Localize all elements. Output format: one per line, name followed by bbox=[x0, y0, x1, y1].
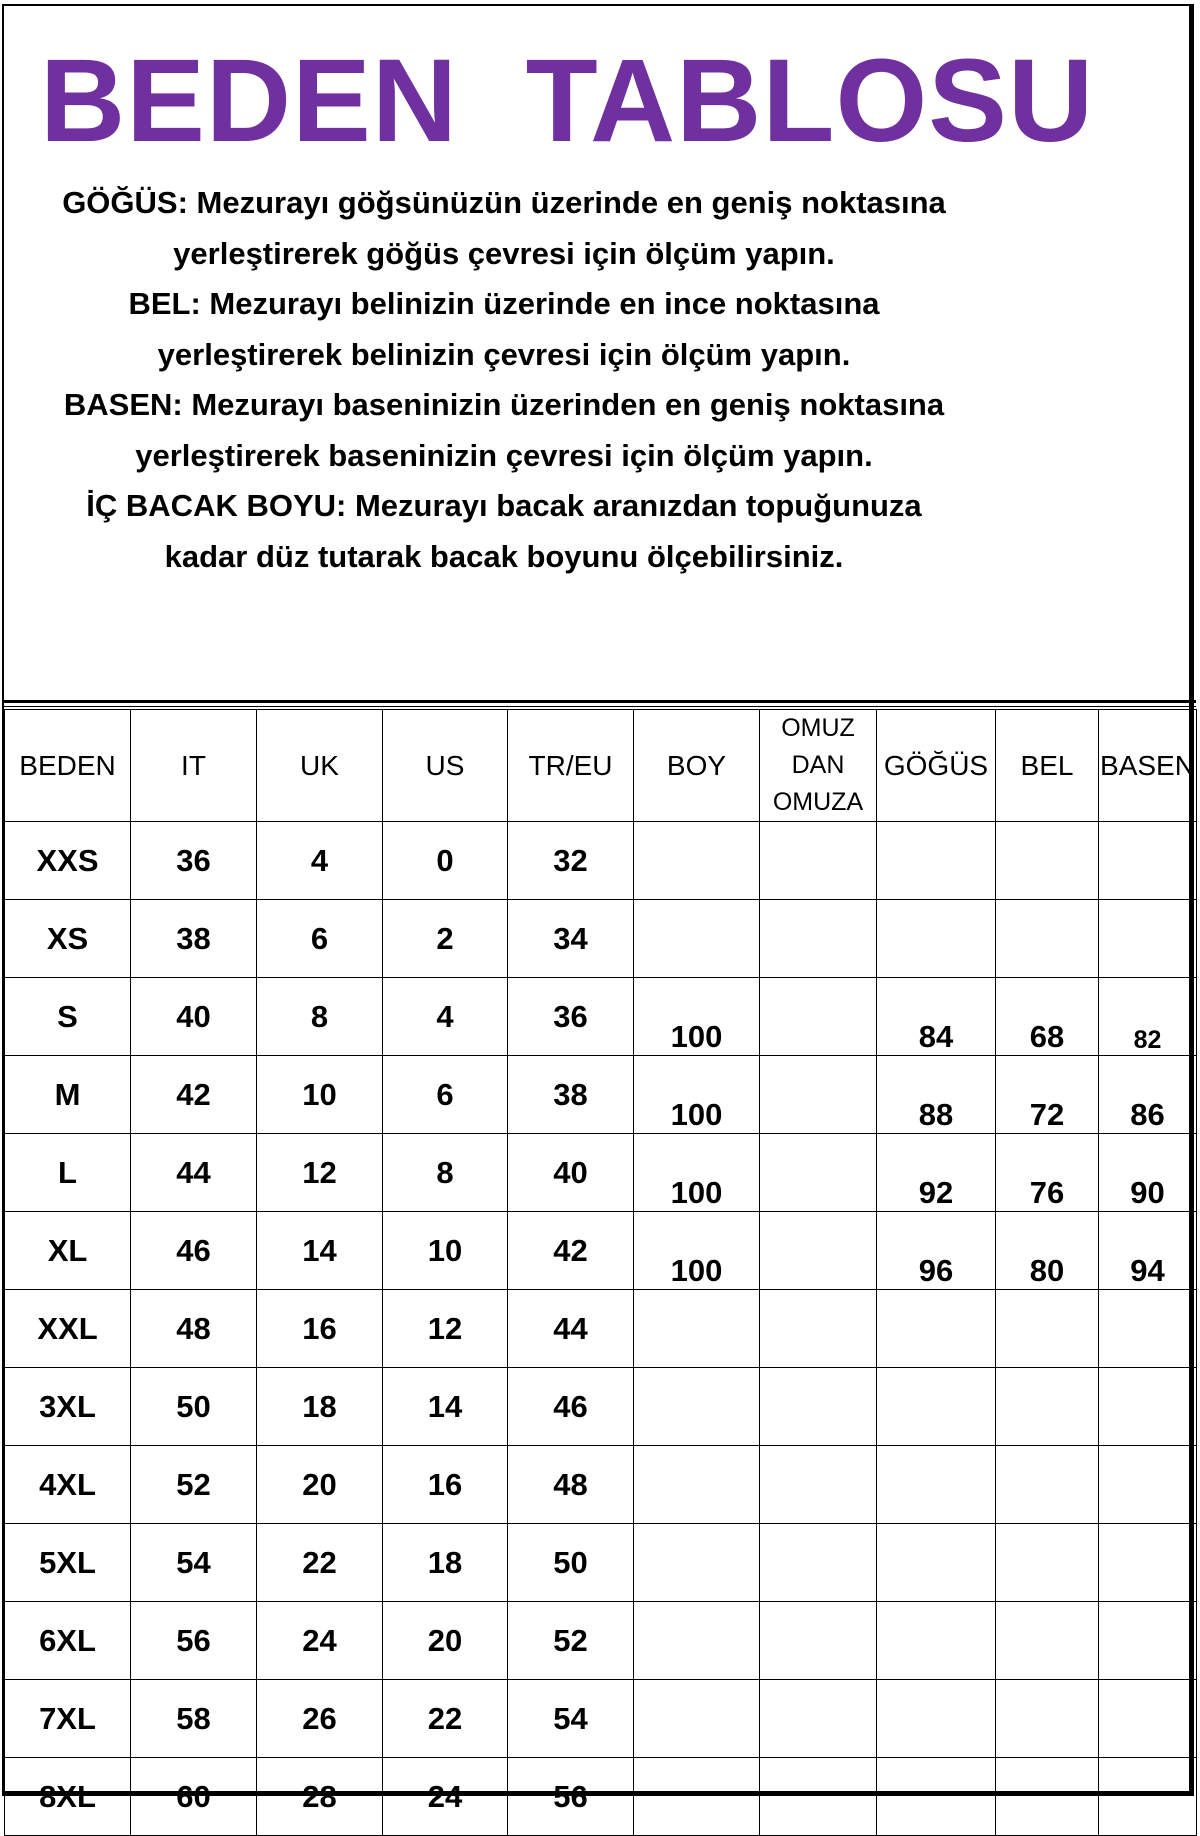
header-basen: BASEN bbox=[1099, 710, 1197, 822]
cell-basen bbox=[1099, 1290, 1197, 1368]
header-beden: BEDEN bbox=[5, 710, 131, 822]
cell-us: 16 bbox=[383, 1446, 508, 1524]
cell-tr-eu: 46 bbox=[508, 1368, 634, 1446]
cell-bel bbox=[996, 822, 1099, 900]
cell-beden: 4XL bbox=[5, 1446, 131, 1524]
cell-beden: 6XL bbox=[5, 1602, 131, 1680]
cell-tr-eu: 54 bbox=[508, 1680, 634, 1758]
cell-basen bbox=[1099, 1368, 1197, 1446]
cell-bel: 76 bbox=[996, 1134, 1099, 1212]
cell-us: 0 bbox=[383, 822, 508, 900]
table-row bbox=[5, 1368, 1197, 1446]
instruction-line: BASEN: Mezurayı baseninizin üzerinden en geniş noktasına bbox=[63, 387, 945, 422]
cell-omuz-dan-omuza bbox=[760, 1602, 877, 1680]
header-bel: BEL bbox=[996, 710, 1099, 822]
cell-basen bbox=[1099, 822, 1197, 900]
cell-boy bbox=[634, 1602, 760, 1680]
header-omuz-line: OMUZA bbox=[772, 788, 864, 816]
table-row bbox=[5, 1290, 1197, 1368]
header-gogus: GÖĞÜS bbox=[877, 710, 996, 822]
cell-beden: 3XL bbox=[5, 1368, 131, 1446]
cell-boy: 100 bbox=[634, 1134, 760, 1212]
header-omuz-dan-omuza bbox=[760, 710, 877, 822]
header-boy: BOY bbox=[634, 710, 760, 822]
cell-us: 6 bbox=[383, 1056, 508, 1134]
cell-omuz-dan-omuza bbox=[760, 1758, 877, 1836]
cell-omuz-dan-omuza bbox=[760, 1134, 877, 1212]
header-tr-eu: TR/EU bbox=[508, 710, 634, 822]
cell-tr-eu: 34 bbox=[508, 900, 634, 978]
page-title: BEDEN TABLOSU bbox=[40, 35, 1095, 167]
instruction-line: yerleştirerek belinizin çevresi için ölçüm yapın. bbox=[157, 336, 851, 372]
cell-us: 22 bbox=[383, 1680, 508, 1758]
cell-beden: 8XL bbox=[5, 1758, 131, 1836]
cell-it: 58 bbox=[131, 1680, 257, 1758]
cell-boy bbox=[634, 900, 760, 978]
cell-uk: 4 bbox=[257, 822, 383, 900]
cell-it: 60 bbox=[131, 1758, 257, 1836]
divider bbox=[4, 700, 1196, 703]
cell-bel bbox=[996, 1446, 1099, 1524]
cell-tr-eu: 50 bbox=[508, 1524, 634, 1602]
cell-boy bbox=[634, 822, 760, 900]
cell-boy bbox=[634, 1368, 760, 1446]
cell-omuz-dan-omuza bbox=[760, 1680, 877, 1758]
cell-gogus bbox=[877, 1602, 996, 1680]
cell-us: 4 bbox=[383, 978, 508, 1056]
cell-gogus bbox=[877, 1368, 996, 1446]
cell-us: 10 bbox=[383, 1212, 508, 1290]
cell-it: 46 bbox=[131, 1212, 257, 1290]
table-row bbox=[5, 1524, 1197, 1602]
cell-omuz-dan-omuza bbox=[760, 1290, 877, 1368]
table-row bbox=[5, 1602, 1197, 1680]
cell-beden: XL bbox=[5, 1212, 131, 1290]
cell-uk: 14 bbox=[257, 1212, 383, 1290]
table-header-row bbox=[5, 710, 1197, 822]
cell-omuz-dan-omuza bbox=[760, 900, 877, 978]
instruction-line: yerleştirerek göğüs çevresi için ölçüm yapın. bbox=[173, 235, 835, 271]
cell-omuz-dan-omuza bbox=[760, 1446, 877, 1524]
cell-tr-eu: 44 bbox=[508, 1290, 634, 1368]
table-row bbox=[5, 1056, 1197, 1134]
cell-omuz-dan-omuza bbox=[760, 822, 877, 900]
cell-gogus: 84 bbox=[877, 978, 996, 1056]
instruction-line: BEL: Mezurayı belinizin üzerinde en ince noktasına bbox=[128, 286, 880, 321]
cell-uk: 12 bbox=[257, 1134, 383, 1212]
table-row bbox=[5, 1680, 1197, 1758]
table-row bbox=[5, 1758, 1197, 1836]
cell-it: 40 bbox=[131, 978, 257, 1056]
cell-beden: S bbox=[5, 978, 131, 1056]
cell-beden: XXS bbox=[5, 822, 131, 900]
cell-gogus: 88 bbox=[877, 1056, 996, 1134]
cell-basen: 86 bbox=[1099, 1056, 1197, 1134]
cell-uk: 24 bbox=[257, 1602, 383, 1680]
cell-bel: 72 bbox=[996, 1056, 1099, 1134]
cell-us: 24 bbox=[383, 1758, 508, 1836]
cell-us: 12 bbox=[383, 1290, 508, 1368]
cell-basen: 94 bbox=[1099, 1212, 1197, 1290]
cell-basen bbox=[1099, 1602, 1197, 1680]
cell-uk: 20 bbox=[257, 1446, 383, 1524]
cell-boy bbox=[634, 1446, 760, 1524]
table-row bbox=[5, 978, 1197, 1056]
cell-boy: 100 bbox=[634, 1212, 760, 1290]
cell-us: 8 bbox=[383, 1134, 508, 1212]
cell-us: 14 bbox=[383, 1368, 508, 1446]
cell-beden: M bbox=[5, 1056, 131, 1134]
header-us: US bbox=[383, 710, 508, 822]
header-it: IT bbox=[131, 710, 257, 822]
header-uk: UK bbox=[257, 710, 383, 822]
cell-gogus bbox=[877, 1758, 996, 1836]
cell-omuz-dan-omuza bbox=[760, 1212, 877, 1290]
cell-boy: 100 bbox=[634, 1056, 760, 1134]
cell-it: 56 bbox=[131, 1602, 257, 1680]
size-table bbox=[4, 709, 1197, 1836]
cell-gogus bbox=[877, 1446, 996, 1524]
cell-uk: 10 bbox=[257, 1056, 383, 1134]
cell-gogus: 92 bbox=[877, 1134, 996, 1212]
instruction-line: GÖĞÜS: Mezurayı göğsünüzün üzerinde en geniş noktasına bbox=[62, 185, 946, 220]
cell-bel bbox=[996, 900, 1099, 978]
cell-boy bbox=[634, 1680, 760, 1758]
table-row bbox=[5, 1212, 1197, 1290]
cell-beden: L bbox=[5, 1134, 131, 1212]
cell-tr-eu: 48 bbox=[508, 1446, 634, 1524]
cell-us: 2 bbox=[383, 900, 508, 978]
cell-it: 38 bbox=[131, 900, 257, 978]
instruction-line: kadar düz tutarak bacak boyunu ölçebilirsiniz. bbox=[164, 538, 844, 574]
cell-uk: 8 bbox=[257, 978, 383, 1056]
header-omuz-line: OMUZ bbox=[781, 714, 855, 742]
cell-tr-eu: 32 bbox=[508, 822, 634, 900]
instruction-line: İÇ BACAK BOYU: Mezurayı bacak aranızdan topuğunuza bbox=[86, 488, 922, 523]
cell-gogus bbox=[877, 822, 996, 900]
cell-boy bbox=[634, 1290, 760, 1368]
cell-basen bbox=[1099, 1680, 1197, 1758]
cell-uk: 16 bbox=[257, 1290, 383, 1368]
cell-bel bbox=[996, 1368, 1099, 1446]
cell-bel bbox=[996, 1524, 1099, 1602]
cell-uk: 6 bbox=[257, 900, 383, 978]
table-row bbox=[5, 1446, 1197, 1524]
header-omuz-line: DAN bbox=[791, 751, 845, 779]
cell-bel bbox=[996, 1758, 1099, 1836]
cell-it: 36 bbox=[131, 822, 257, 900]
cell-us: 18 bbox=[383, 1524, 508, 1602]
cell-beden: XS bbox=[5, 900, 131, 978]
cell-basen bbox=[1099, 1524, 1197, 1602]
table-body bbox=[5, 822, 1197, 1836]
cell-it: 50 bbox=[131, 1368, 257, 1446]
cell-basen: 82 bbox=[1099, 978, 1197, 1056]
cell-boy bbox=[634, 1758, 760, 1836]
divider bbox=[4, 706, 1196, 707]
cell-gogus: 96 bbox=[877, 1212, 996, 1290]
cell-bel: 80 bbox=[996, 1212, 1099, 1290]
table-row bbox=[5, 900, 1197, 978]
cell-basen bbox=[1099, 900, 1197, 978]
measurement-instructions bbox=[4, 178, 1004, 582]
cell-basen bbox=[1099, 1758, 1197, 1836]
cell-uk: 26 bbox=[257, 1680, 383, 1758]
size-chart-frame bbox=[2, 4, 1195, 1814]
cell-uk: 18 bbox=[257, 1368, 383, 1446]
cell-omuz-dan-omuza bbox=[760, 1524, 877, 1602]
table-row bbox=[5, 1134, 1197, 1212]
cell-it: 42 bbox=[131, 1056, 257, 1134]
cell-tr-eu: 56 bbox=[508, 1758, 634, 1836]
cell-basen bbox=[1099, 1446, 1197, 1524]
cell-uk: 22 bbox=[257, 1524, 383, 1602]
cell-omuz-dan-omuza bbox=[760, 1368, 877, 1446]
cell-beden: 7XL bbox=[5, 1680, 131, 1758]
table-row bbox=[5, 822, 1197, 900]
cell-it: 54 bbox=[131, 1524, 257, 1602]
cell-bel bbox=[996, 1680, 1099, 1758]
cell-tr-eu: 40 bbox=[508, 1134, 634, 1212]
cell-basen: 90 bbox=[1099, 1134, 1197, 1212]
cell-gogus bbox=[877, 1524, 996, 1602]
cell-gogus bbox=[877, 1290, 996, 1368]
cell-gogus bbox=[877, 900, 996, 978]
cell-tr-eu: 36 bbox=[508, 978, 634, 1056]
cell-it: 44 bbox=[131, 1134, 257, 1212]
cell-omuz-dan-omuza bbox=[760, 1056, 877, 1134]
cell-bel bbox=[996, 1602, 1099, 1680]
cell-boy: 100 bbox=[634, 978, 760, 1056]
cell-tr-eu: 38 bbox=[508, 1056, 634, 1134]
cell-bel: 68 bbox=[996, 978, 1099, 1056]
cell-us: 20 bbox=[383, 1602, 508, 1680]
cell-uk: 28 bbox=[257, 1758, 383, 1836]
instruction-line: yerleştirerek baseninizin çevresi için ölçüm yapın. bbox=[135, 437, 873, 473]
cell-omuz-dan-omuza bbox=[760, 978, 877, 1056]
cell-bel bbox=[996, 1290, 1099, 1368]
cell-it: 52 bbox=[131, 1446, 257, 1524]
cell-tr-eu: 52 bbox=[508, 1602, 634, 1680]
cell-boy bbox=[634, 1524, 760, 1602]
cell-beden: 5XL bbox=[5, 1524, 131, 1602]
cell-it: 48 bbox=[131, 1290, 257, 1368]
cell-beden: XXL bbox=[5, 1290, 131, 1368]
cell-tr-eu: 42 bbox=[508, 1212, 634, 1290]
cell-gogus bbox=[877, 1680, 996, 1758]
